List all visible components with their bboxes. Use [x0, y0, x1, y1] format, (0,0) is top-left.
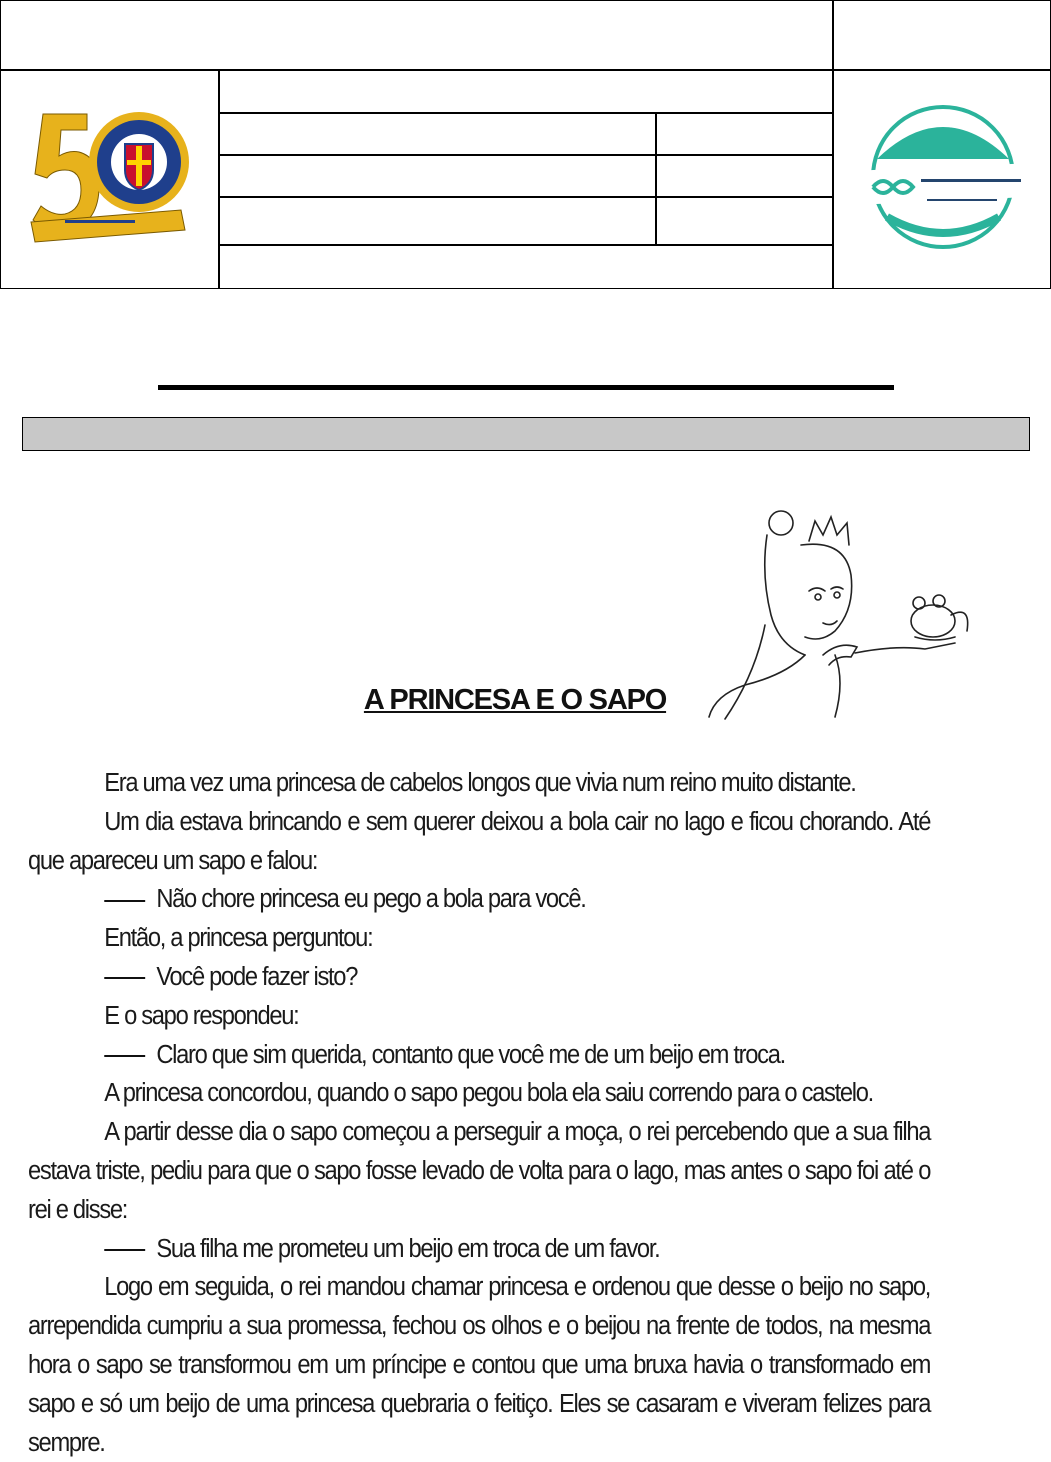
- field-row-3-left: [218, 154, 657, 198]
- school-50-years-logo: [25, 104, 195, 254]
- dialogue-line: Não chore princesa eu pego a bola para você.: [28, 880, 930, 919]
- field-row-2-left: [218, 112, 657, 156]
- school-logo-cell: [0, 69, 220, 289]
- dialogue-line: Claro que sim querida, contanto que você me de um beijo em troca.: [28, 1036, 930, 1075]
- paragraph-4: Então, a princesa perguntou:: [104, 924, 373, 953]
- dialogue-dash: [104, 900, 145, 902]
- paragraph-11: Logo em seguida, o rei mandou chamar princesa e ordenou que desse o beijo no sapo, arrependida cumpriu a sua promessa, fechou os olhos e o beijou na frente de todos, na mesma hora o sapo se transformou em um príncipe e contou que uma bruxa havia o transformado em sapo e só um beijo de uma princesa quebraria o feitiço. Eles se casaram e viveram felizes para sempre.: [28, 1273, 931, 1457]
- paragraph-1: Era uma vez uma princesa de cabelos longos que vivia num reino muito distante.: [104, 769, 856, 797]
- field-row-4-right: [655, 196, 834, 246]
- field-row-3-right: [655, 154, 834, 198]
- paragraph-2: Um dia estava brincando e sem querer deixou a bola cair no lago e ficou chorando. Até que apareceu um sapo e falou:: [28, 807, 931, 875]
- story-title: A PRINCESA E O SAPO: [363, 684, 667, 716]
- field-row-1: [218, 69, 834, 114]
- dialogue-dash: [104, 1055, 145, 1057]
- header-table: [0, 0, 1051, 289]
- paragraph-9: A partir desse dia o sapo começou a perseguir a moça, o rei percebendo que a sua filha estava triste, pediu para que o sapo fosse levado de volta para o lago, mas antes o sapo foi até o rei e disse:: [28, 1118, 931, 1224]
- partner-logo-cell: [832, 69, 1051, 289]
- header-title-cell: [0, 0, 834, 71]
- bernoulli-partner-logo: [847, 99, 1037, 259]
- field-row-5: [218, 244, 834, 289]
- paragraph-8: A princesa concordou, quando o sapo pegou bola ela saiu correndo para o castelo.: [104, 1079, 873, 1108]
- dialogue-dash: [104, 977, 145, 979]
- field-row-2-right: [655, 112, 834, 156]
- story-body: [28, 764, 930, 1462]
- field-row-4-left: [218, 196, 657, 246]
- dialogue-line: Sua filha me prometeu um beijo em troca de um favor.: [28, 1230, 930, 1269]
- instruction-bar: [22, 417, 1030, 451]
- header-corner-cell: [832, 0, 1051, 71]
- dialogue-line: Você pode fazer isto?: [28, 958, 930, 997]
- paragraph-6: E o sapo respondeu:: [104, 1001, 299, 1030]
- dialogue-dash: [104, 1249, 145, 1251]
- title-rule: [158, 385, 894, 390]
